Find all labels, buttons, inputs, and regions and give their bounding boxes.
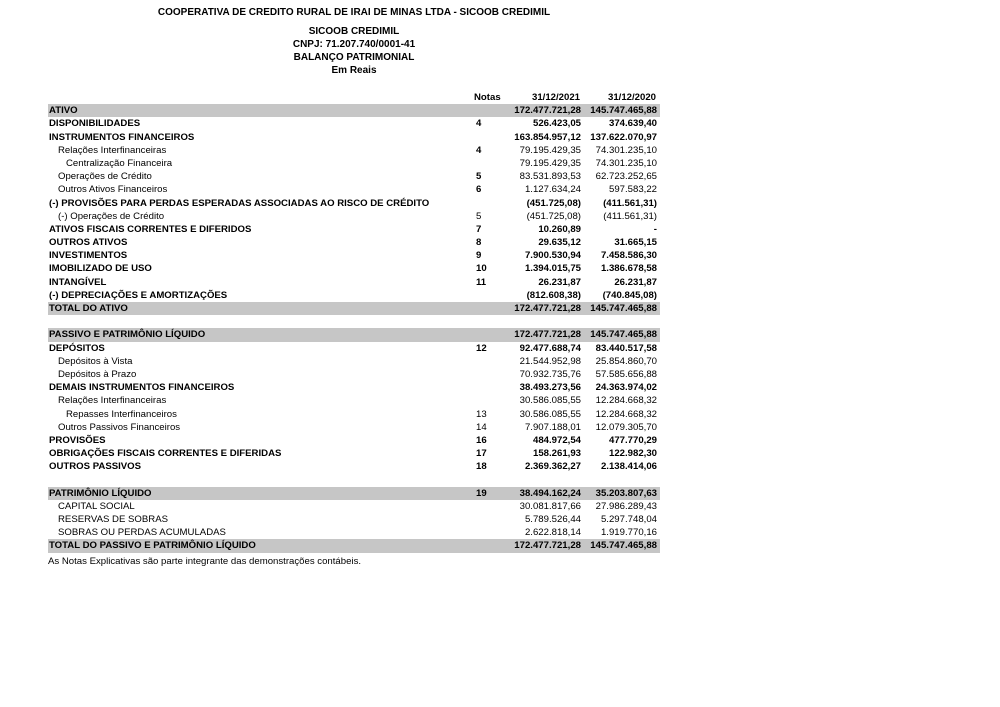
row-label: Relações Interfinanceiras [58, 144, 167, 156]
row-value-2021: 38.493.273,56 [519, 382, 581, 394]
row-value-2020: 12.284.668,32 [595, 408, 657, 420]
row-value-2020: 31.665,15 [614, 237, 657, 249]
row-value-2021: 7.907.188,01 [524, 421, 581, 433]
row-note: 9 [476, 250, 482, 262]
table-row [48, 381, 660, 394]
row-label: Depósitos à Prazo [58, 368, 137, 380]
row-value-2021: 30.586.085,55 [519, 408, 581, 420]
row-note: 5 [476, 210, 482, 222]
table-row [48, 236, 660, 249]
table-row [48, 183, 660, 196]
table-row [48, 421, 660, 434]
table-row [48, 342, 660, 355]
row-note: 13 [476, 408, 487, 420]
row-label: INTANGÍVEL [49, 276, 107, 288]
row-value-2020: 57.585.656,88 [595, 368, 657, 380]
table-row [48, 328, 660, 341]
spacer-row [48, 315, 660, 328]
row-value-2020: 597.583,22 [608, 184, 657, 196]
row-value-2020: 122.982,30 [608, 448, 657, 460]
row-value-2021: 158.261,93 [532, 448, 581, 460]
row-value-2020: 74.301.235,10 [595, 144, 657, 156]
row-label: Depósitos à Vista [58, 355, 133, 367]
row-note: 19 [476, 487, 487, 499]
row-value-2020: 1.386.678,58 [600, 263, 657, 275]
row-value-2021: (451.725,08) [526, 197, 581, 209]
row-note: 4 [476, 118, 482, 130]
row-note: 14 [476, 421, 487, 433]
table-row [48, 302, 660, 315]
row-label: IMOBILIZADO DE USO [49, 263, 152, 275]
row-value-2020: 1.919.770,16 [600, 527, 657, 539]
row-value-2020: 145.747.465,88 [590, 303, 657, 314]
row-value-2021: 484.972,54 [532, 434, 581, 446]
row-value-2021: 2.369.362,27 [524, 461, 581, 473]
row-value-2020: 12.284.668,32 [595, 395, 657, 407]
row-label: DEPÓSITOS [49, 342, 105, 354]
column-header-notes: Notas [474, 92, 501, 103]
row-label: CAPITAL SOCIAL [58, 500, 135, 512]
row-value-2020: 35.203.807,63 [595, 487, 657, 499]
table-row [48, 104, 660, 117]
row-label: INVESTIMENTOS [49, 250, 128, 262]
table-row [48, 223, 660, 236]
row-label: OUTROS ATIVOS [49, 237, 128, 249]
table-row [48, 131, 660, 144]
row-label: OBRIGAÇÕES FISCAIS CORRENTES E DIFERIDAS [49, 448, 282, 460]
row-label: DISPONIBILIDADES [49, 118, 141, 130]
row-value-2021: 29.635,12 [538, 237, 581, 249]
row-note: 5 [476, 171, 482, 183]
row-value-2021: 26.231,87 [538, 276, 581, 288]
balance-sheet-rows [48, 104, 660, 552]
row-value-2020: 2.138.414,06 [600, 461, 657, 473]
table-row [48, 197, 660, 210]
row-value-2020: (740.845,08) [602, 289, 657, 301]
row-note: 18 [476, 461, 487, 473]
table-row [48, 526, 660, 539]
row-label: OUTROS PASSIVOS [49, 461, 142, 473]
column-header-row [48, 91, 660, 104]
table-row [48, 434, 660, 447]
row-value-2020: 74.301.235,10 [595, 157, 657, 169]
column-header-2020: 31/12/2020 [607, 92, 656, 103]
currency-unit: Em Reais [331, 65, 377, 76]
row-value-2020: 145.747.465,88 [590, 540, 657, 552]
row-label: Outros Ativos Financeiros [58, 184, 168, 196]
row-value-2021: 21.544.952,98 [519, 355, 581, 367]
table-row [48, 394, 660, 407]
row-value-2021: 172.477.721,28 [514, 303, 581, 314]
row-label: (-) PROVISÕES PARA PERDAS ESPERADAS ASSOCIADAS AO RISCO DE CRÉDITO [49, 197, 430, 209]
row-value-2021: 172.477.721,28 [514, 105, 581, 117]
row-label: SOBRAS OU PERDAS ACUMULADAS [58, 527, 226, 539]
row-value-2020: (411.561,31) [603, 210, 657, 222]
row-value-2021: (812.608,38) [526, 289, 581, 301]
table-row [48, 157, 660, 170]
row-label: PROVISÕES [49, 434, 106, 446]
table-row [48, 289, 660, 302]
row-note: 11 [476, 276, 487, 288]
table-row [48, 408, 660, 421]
row-label: RESERVAS DE SOBRAS [58, 514, 169, 525]
company-short-name: SICOOB CREDIMIL [308, 26, 400, 37]
row-note: 7 [476, 223, 482, 235]
row-value-2020: 27.986.289,43 [595, 500, 657, 512]
table-row [48, 262, 660, 275]
row-value-2020: 24.363.974,02 [595, 382, 657, 394]
row-value-2021: 2.622.818,14 [524, 527, 581, 539]
row-value-2020: 62.723.252,65 [595, 171, 657, 183]
table-row [48, 144, 660, 157]
row-note: 4 [476, 144, 482, 156]
company-name: COOPERATIVA DE CREDITO RURAL DE IRAI DE MINAS LTDA - SICOOB CREDIMIL [157, 7, 551, 18]
row-value-2020: 26.231,87 [614, 276, 657, 288]
row-value-2021: 5.789.526,44 [524, 514, 581, 525]
row-note: 8 [476, 237, 482, 249]
row-note: 17 [476, 448, 487, 460]
row-value-2020: 7.458.586,30 [600, 250, 657, 262]
row-value-2021: 10.260,89 [538, 223, 581, 235]
row-value-2020: (411.561,31) [603, 197, 657, 209]
row-note: 10 [476, 263, 487, 275]
row-value-2020: 477.770,29 [608, 434, 657, 446]
table-row [48, 539, 660, 552]
row-label: Centralização Financeira [66, 157, 173, 169]
table-row [48, 447, 660, 460]
row-label: TOTAL DO ATIVO [49, 303, 128, 314]
row-label: (-) DEPRECIAÇÕES E AMORTIZAÇÕES [49, 289, 228, 301]
table-row [48, 170, 660, 183]
footnote: As Notas Explicativas são parte integrante das demonstrações contábeis. [48, 556, 362, 567]
table-row [48, 355, 660, 368]
row-value-2021: 7.900.530,94 [524, 250, 581, 262]
row-value-2020: 145.747.465,88 [590, 329, 657, 341]
row-label: (-) Operações de Crédito [58, 210, 165, 222]
row-label: PASSIVO E PATRIMÔNIO LÍQUIDO [49, 329, 206, 341]
balance-sheet-table [48, 91, 660, 553]
row-label: Operações de Crédito [58, 171, 152, 183]
column-header-2021: 31/12/2021 [531, 92, 580, 103]
row-value-2020: 145.747.465,88 [590, 105, 657, 117]
row-label: Outros Passivos Financeiros [58, 421, 181, 433]
row-value-2021: 1.394.015,75 [524, 263, 581, 275]
row-label: PATRIMÔNIO LÍQUIDO [49, 487, 152, 499]
row-value-2020: 137.622.070,97 [590, 131, 657, 143]
row-value-2021: 83.531.893,53 [519, 171, 581, 183]
table-row [48, 487, 660, 500]
row-value-2021: 163.854.957,12 [514, 131, 581, 143]
row-value-2020: - [653, 223, 657, 235]
table-row [48, 500, 660, 513]
row-note: 12 [476, 342, 487, 354]
row-value-2021: 526.423,05 [532, 118, 581, 130]
row-label: Relações Interfinanceiras [58, 395, 167, 407]
table-row [48, 368, 660, 381]
table-row [48, 276, 660, 289]
row-value-2020: 374.639,40 [608, 118, 657, 130]
table-row [48, 117, 660, 130]
row-value-2021: 79.195.429,35 [519, 157, 581, 169]
spacer-row [48, 473, 660, 486]
row-value-2021: 30.586.085,55 [519, 395, 581, 407]
row-label: ATIVOS FISCAIS CORRENTES E DIFERIDOS [49, 223, 252, 235]
row-value-2021: (451.725,08) [526, 210, 581, 222]
row-value-2020: 25.854.860,70 [595, 355, 657, 367]
row-label: Repasses Interfinanceiros [66, 408, 177, 420]
table-row [48, 460, 660, 473]
row-note: 16 [476, 434, 487, 446]
row-value-2021: 79.195.429,35 [519, 144, 581, 156]
row-value-2021: 1.127.634,24 [524, 184, 581, 196]
table-row [48, 513, 660, 526]
table-row [48, 210, 660, 223]
row-value-2021: 70.932.735,76 [519, 368, 581, 380]
table-row [48, 249, 660, 262]
row-label: TOTAL DO PASSIVO E PATRIMÔNIO LÍQUIDO [49, 540, 256, 552]
row-value-2021: 92.477.688,74 [519, 342, 581, 354]
row-note: 6 [476, 184, 482, 196]
row-value-2020: 83.440.517,58 [595, 342, 657, 354]
row-value-2020: 12.079.305,70 [595, 421, 657, 433]
row-label: INSTRUMENTOS FINANCEIROS [49, 131, 195, 143]
row-label: DEMAIS INSTRUMENTOS FINANCEIROS [49, 382, 235, 394]
company-cnpj: CNPJ: 71.207.740/0001-41 [292, 39, 416, 50]
row-value-2021: 30.081.817,66 [519, 500, 581, 512]
row-value-2020: 5.297.748,04 [600, 514, 657, 525]
row-value-2021: 172.477.721,28 [514, 329, 581, 341]
row-label: ATIVO [49, 105, 78, 117]
document-title: BALANÇO PATRIMONIAL [293, 52, 415, 63]
row-value-2021: 172.477.721,28 [514, 540, 581, 552]
row-value-2021: 38.494.162,24 [519, 487, 581, 499]
